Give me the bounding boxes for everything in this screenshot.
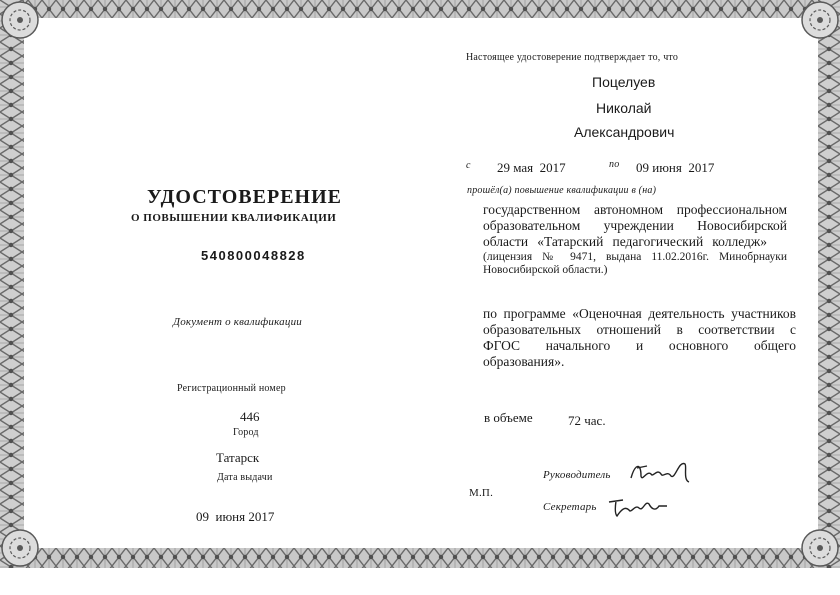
document-type-label: Документ о квалификации: [173, 316, 302, 328]
serial-number: 540800048828: [201, 248, 306, 263]
secretary-signature: [605, 490, 673, 520]
passed-training-label: прошёл(а) повышение квалификации в (на): [467, 185, 657, 196]
stamp-place-label: М.П.: [469, 487, 494, 499]
registration-number-label: Регистрационный номер: [177, 383, 286, 394]
intro-text: Настоящее удостоверение подтверждает то, что: [466, 52, 679, 63]
institution-line: области «Татарский педагогический колледж»: [483, 234, 767, 249]
from-date: 29 мая 2017: [497, 160, 566, 175]
program-line: по программе «Оценочная деятельность участников: [483, 306, 796, 321]
issue-date-label: Дата выдачи: [217, 472, 273, 483]
registration-number: 446: [240, 409, 260, 424]
director-label: Руководитель: [543, 469, 611, 481]
program-line: ФГОС начального и основного общего: [483, 338, 796, 353]
program-line: образовательных отношений в соответствии с: [483, 322, 796, 337]
certificate-title: УДОСТОВЕРЕНИЕ: [147, 186, 342, 208]
recipient-patronymic: Александрович: [574, 124, 675, 140]
program-line: образования».: [483, 354, 565, 369]
certificate-subtitle: О ПОВЫШЕНИИ КВАЛИФИКАЦИИ: [131, 212, 337, 224]
recipient-surname: Поцелуев: [592, 74, 656, 90]
institution-line: образовательном учреждении Новосибирской: [483, 218, 787, 233]
volume-value: 72 час.: [568, 413, 606, 428]
corner-rosette-icon: [0, 524, 46, 570]
corner-rosette-icon: [0, 0, 46, 46]
city-value: Татарск: [216, 450, 260, 465]
to-date: 09 июня 2017: [636, 160, 715, 175]
corner-rosette-icon: [796, 0, 840, 46]
from-label: с: [466, 160, 471, 171]
director-signature: [627, 456, 697, 488]
corner-rosette-icon: [796, 524, 840, 570]
institution-line: государственном автономном профессиональном: [483, 202, 787, 217]
to-label: по: [609, 159, 620, 170]
license-line: (лицензия № 9471, выдана 11.02.2016г. Минобрнауки: [483, 251, 787, 263]
volume-label: в объеме: [484, 410, 533, 425]
recipient-name: Николай: [596, 100, 652, 116]
ornamental-border-top: [0, 0, 840, 18]
ornamental-border-right: [818, 0, 840, 568]
ornamental-border-left: [0, 0, 24, 568]
issue-date: 09 июня 2017: [196, 509, 275, 524]
ornamental-border-bottom: [0, 548, 840, 568]
city-label: Город: [233, 427, 259, 438]
license-line: Новосибирской области.): [483, 264, 608, 276]
secretary-label: Секретарь: [543, 501, 597, 513]
